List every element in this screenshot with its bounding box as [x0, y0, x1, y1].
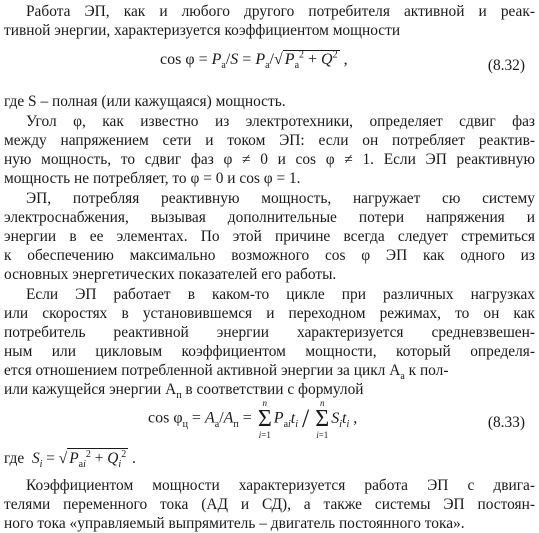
- paragraph-line: телями переменного тока (АД и СД), а также системы ЭП постоян-: [4, 496, 535, 513]
- paragraph-line: ную мощность, то сдвиг фаз φ ≠ 0 и cos φ ≠ 1. Если ЭП реактивную: [4, 151, 535, 168]
- equation-number: (8.33): [487, 414, 525, 431]
- equation-si: $S_i$ = √ $P_{аi}^2 + Q_i^2$ .: [31, 448, 136, 471]
- equation-number: (8.32): [487, 57, 525, 74]
- paragraph-line: ется отношением потребленной активной энергии за цикл $A_а$ к пол-: [4, 362, 449, 383]
- paragraph-line: тивной энергии, характеризуется коэффициентом мощности: [4, 22, 401, 39]
- equation-8-33: $\cos \varphi_ц = A_а/A_п = n$ Σ $i=1P_{аi}t_i / n$ Σ $i=1S_it_i$ ,: [148, 398, 358, 440]
- paragraph-line: Если ЭП работает в каком-то цикле при различных нагрузках: [26, 286, 535, 303]
- paragraph-line: потребитель реактивной энергии характеризуется средневзвешен-: [4, 324, 535, 341]
- paragraph-line: мощность не потребляет, то φ = 0 и cos φ = 1.: [4, 170, 301, 187]
- paragraph-line: электроснабжения, вызывая дополнительные потери напряжения и: [4, 209, 535, 226]
- paragraph-line: Угол φ, как известно из электротехники, определяет сдвиг фаз: [26, 113, 535, 130]
- paragraph-line: где $S_i$ = √ $P_{аi}^2 + Q_i^2$ .: [4, 448, 136, 471]
- paragraph-line: Работа ЭП, как и любого другого потребителя активной и реак-: [26, 3, 535, 20]
- paragraph-line: к обеспечению максимально возможного cos φ ЭП как одного из: [4, 247, 535, 264]
- paragraph-line: основных энергетических показателей его работы.: [4, 266, 337, 283]
- paragraph-line: ного тока «управляемый выпрямитель – двигатель постоянного тока».: [4, 515, 465, 532]
- paragraph-line: или скоростях в установившемся и переходном режимах, то он как: [4, 305, 535, 322]
- paragraph-line: где S – полная (или кажущаяся) мощность.: [4, 93, 286, 110]
- paragraph-line: между напряжением сети и током ЭП: если он потребляет реактив-: [4, 132, 535, 149]
- paragraph-line: ЭП, потребляя реактивную мощность, нагружает сю систему: [26, 190, 535, 207]
- paragraph-line: Коэффициентом мощности характеризуется работа ЭП с двига-: [26, 477, 535, 494]
- paragraph-line: энергии в ее элементах. По этой причине всегда следует стремиться: [4, 228, 535, 245]
- paragraph-line: ным или цикловым коэффициентом мощности, который определя-: [4, 343, 535, 360]
- paragraph-line: или кажущейся энергии $A_п$ в соответствии с формулой: [4, 381, 364, 402]
- equation-8-32: $\cos \varphi = P_а/S = P_а/√$ $P_а^2 + Q^2$ ,: [160, 49, 348, 72]
